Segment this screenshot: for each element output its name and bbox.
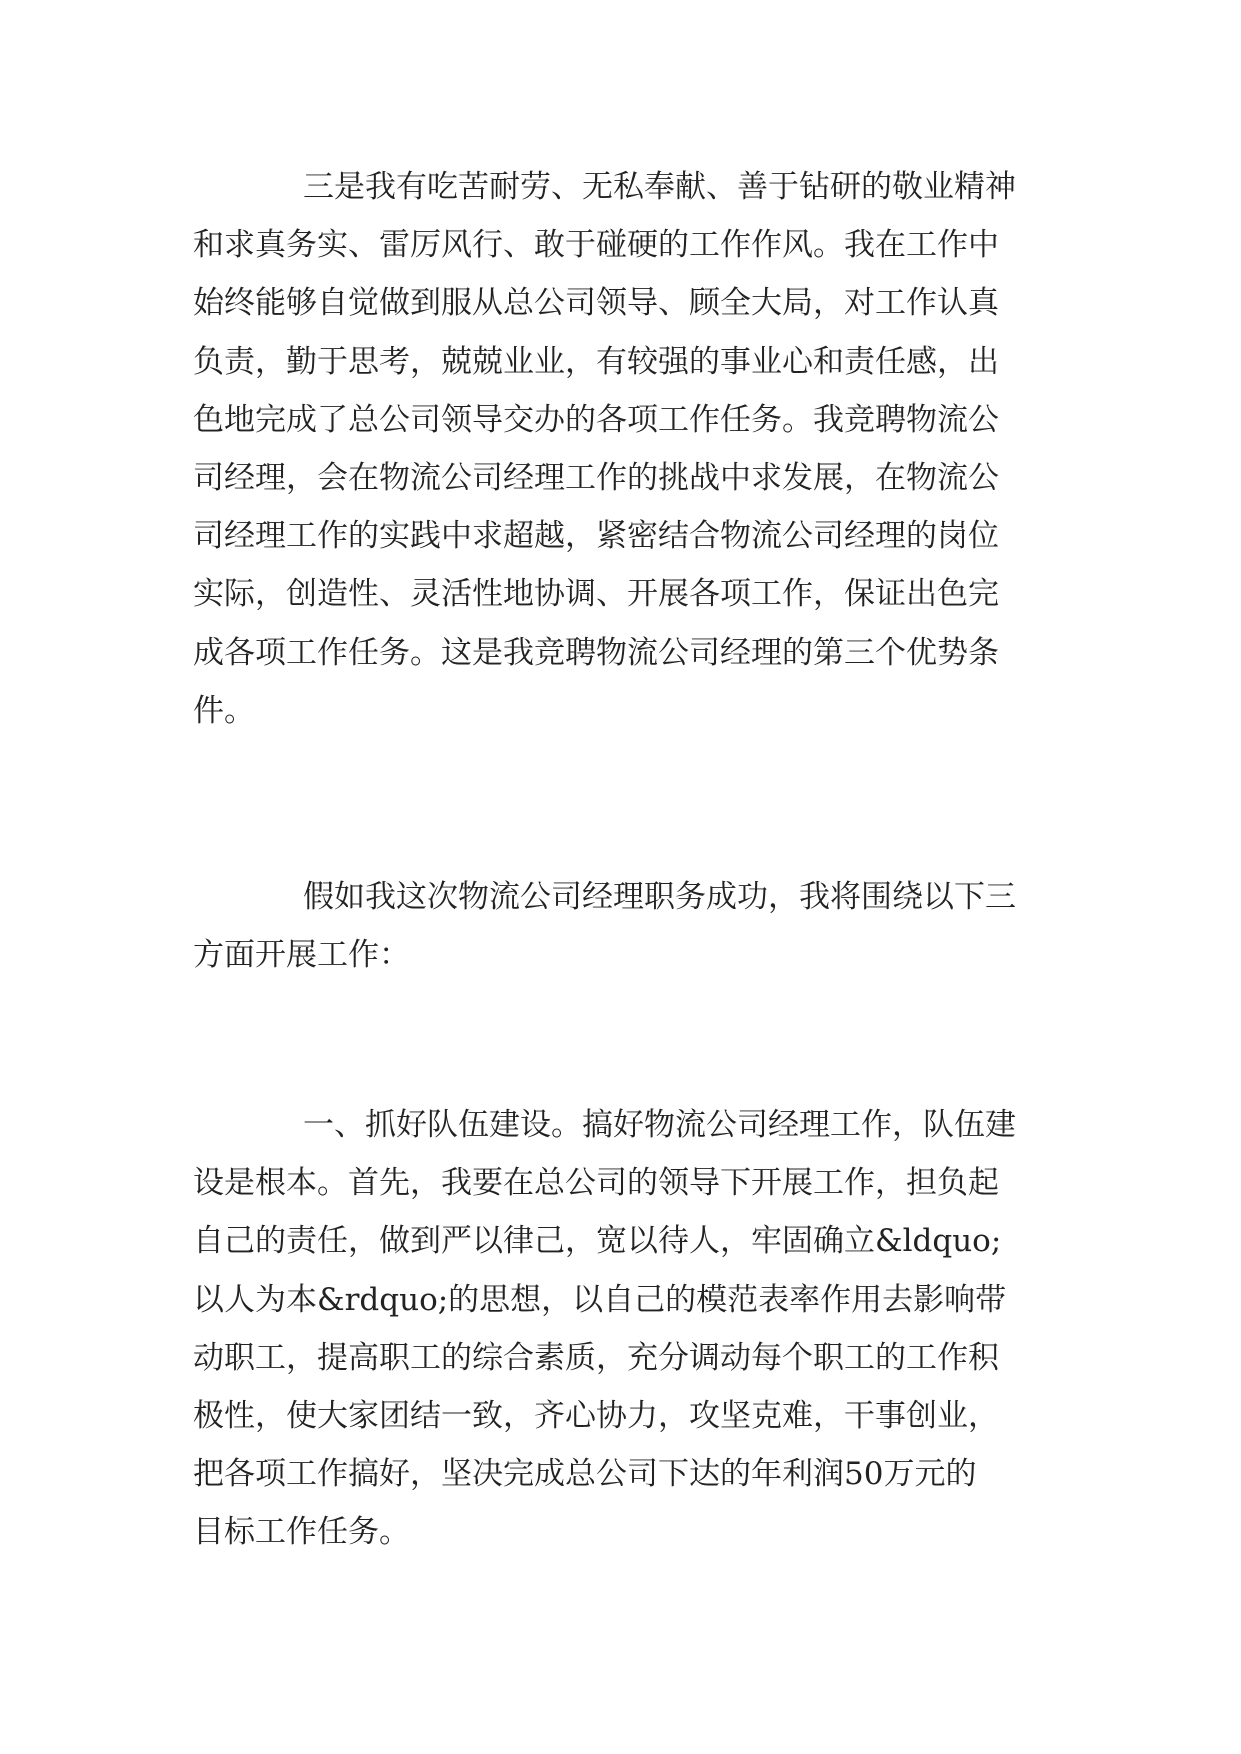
- paragraph-line: 把各项工作搞好，坚决完成总公司下达的年利润50万元的: [193, 1456, 977, 1493]
- paragraph-line: 件。: [193, 692, 255, 729]
- paragraph-advantage-three: [193, 158, 1053, 740]
- paragraph-line: 始终能够自觉做到服从总公司领导、顾全大局，对工作认真: [193, 285, 999, 322]
- paragraph-line: 负责，勤于思考，兢兢业业，有较强的事业心和责任感，出: [193, 343, 999, 380]
- paragraph-line: 和求真务实、雷厉风行、敢于碰硬的工作作风。我在工作中: [193, 227, 999, 264]
- paragraph-line: 方面开展工作：: [193, 937, 410, 974]
- paragraph-line: 动职工，提高职工的综合素质，充分调动每个职工的工作积: [193, 1339, 999, 1376]
- paragraph-line: 设是根本。首先，我要在总公司的领导下开展工作，担负起: [193, 1165, 999, 1202]
- paragraph-line: 自己的责任，做到严以律己，宽以待人，牢固确立&ldquo;: [193, 1223, 1002, 1260]
- paragraph-line: 极性，使大家团结一致，齐心协力，攻坚克难，干事创业，: [193, 1398, 999, 1435]
- paragraph-line: 色地完成了总公司领导交办的各项工作任务。我竞聘物流公: [193, 401, 999, 438]
- paragraph-line: 目标工作任务。: [193, 1514, 410, 1551]
- paragraph-team-building: [193, 1096, 1053, 1562]
- paragraph-line: 假如我这次物流公司经理职务成功，我将围绕以下三: [303, 879, 1016, 915]
- paragraph-line: 司经理工作的实践中求超越，紧密结合物流公司经理的岗位: [193, 518, 999, 555]
- paragraph-work-plan-intro: [193, 868, 1053, 984]
- paragraph-line: 三是我有吃苦耐劳、无私奉献、善于钻研的敬业精神: [303, 169, 1016, 205]
- paragraph-line: 成各项工作任务。这是我竞聘物流公司经理的第三个优势条: [193, 634, 999, 671]
- paragraph-line: 实际，创造性、灵活性地协调、开展各项工作，保证出色完: [193, 576, 999, 613]
- paragraph-line: 司经理，会在物流公司经理工作的挑战中求发展，在物流公: [193, 460, 999, 497]
- paragraph-line: 一、抓好队伍建设。搞好物流公司经理工作，队伍建: [303, 1107, 1016, 1143]
- paragraph-line: 以人为本&rdquo;的思想，以自己的模范表率作用去影响带: [193, 1281, 1007, 1318]
